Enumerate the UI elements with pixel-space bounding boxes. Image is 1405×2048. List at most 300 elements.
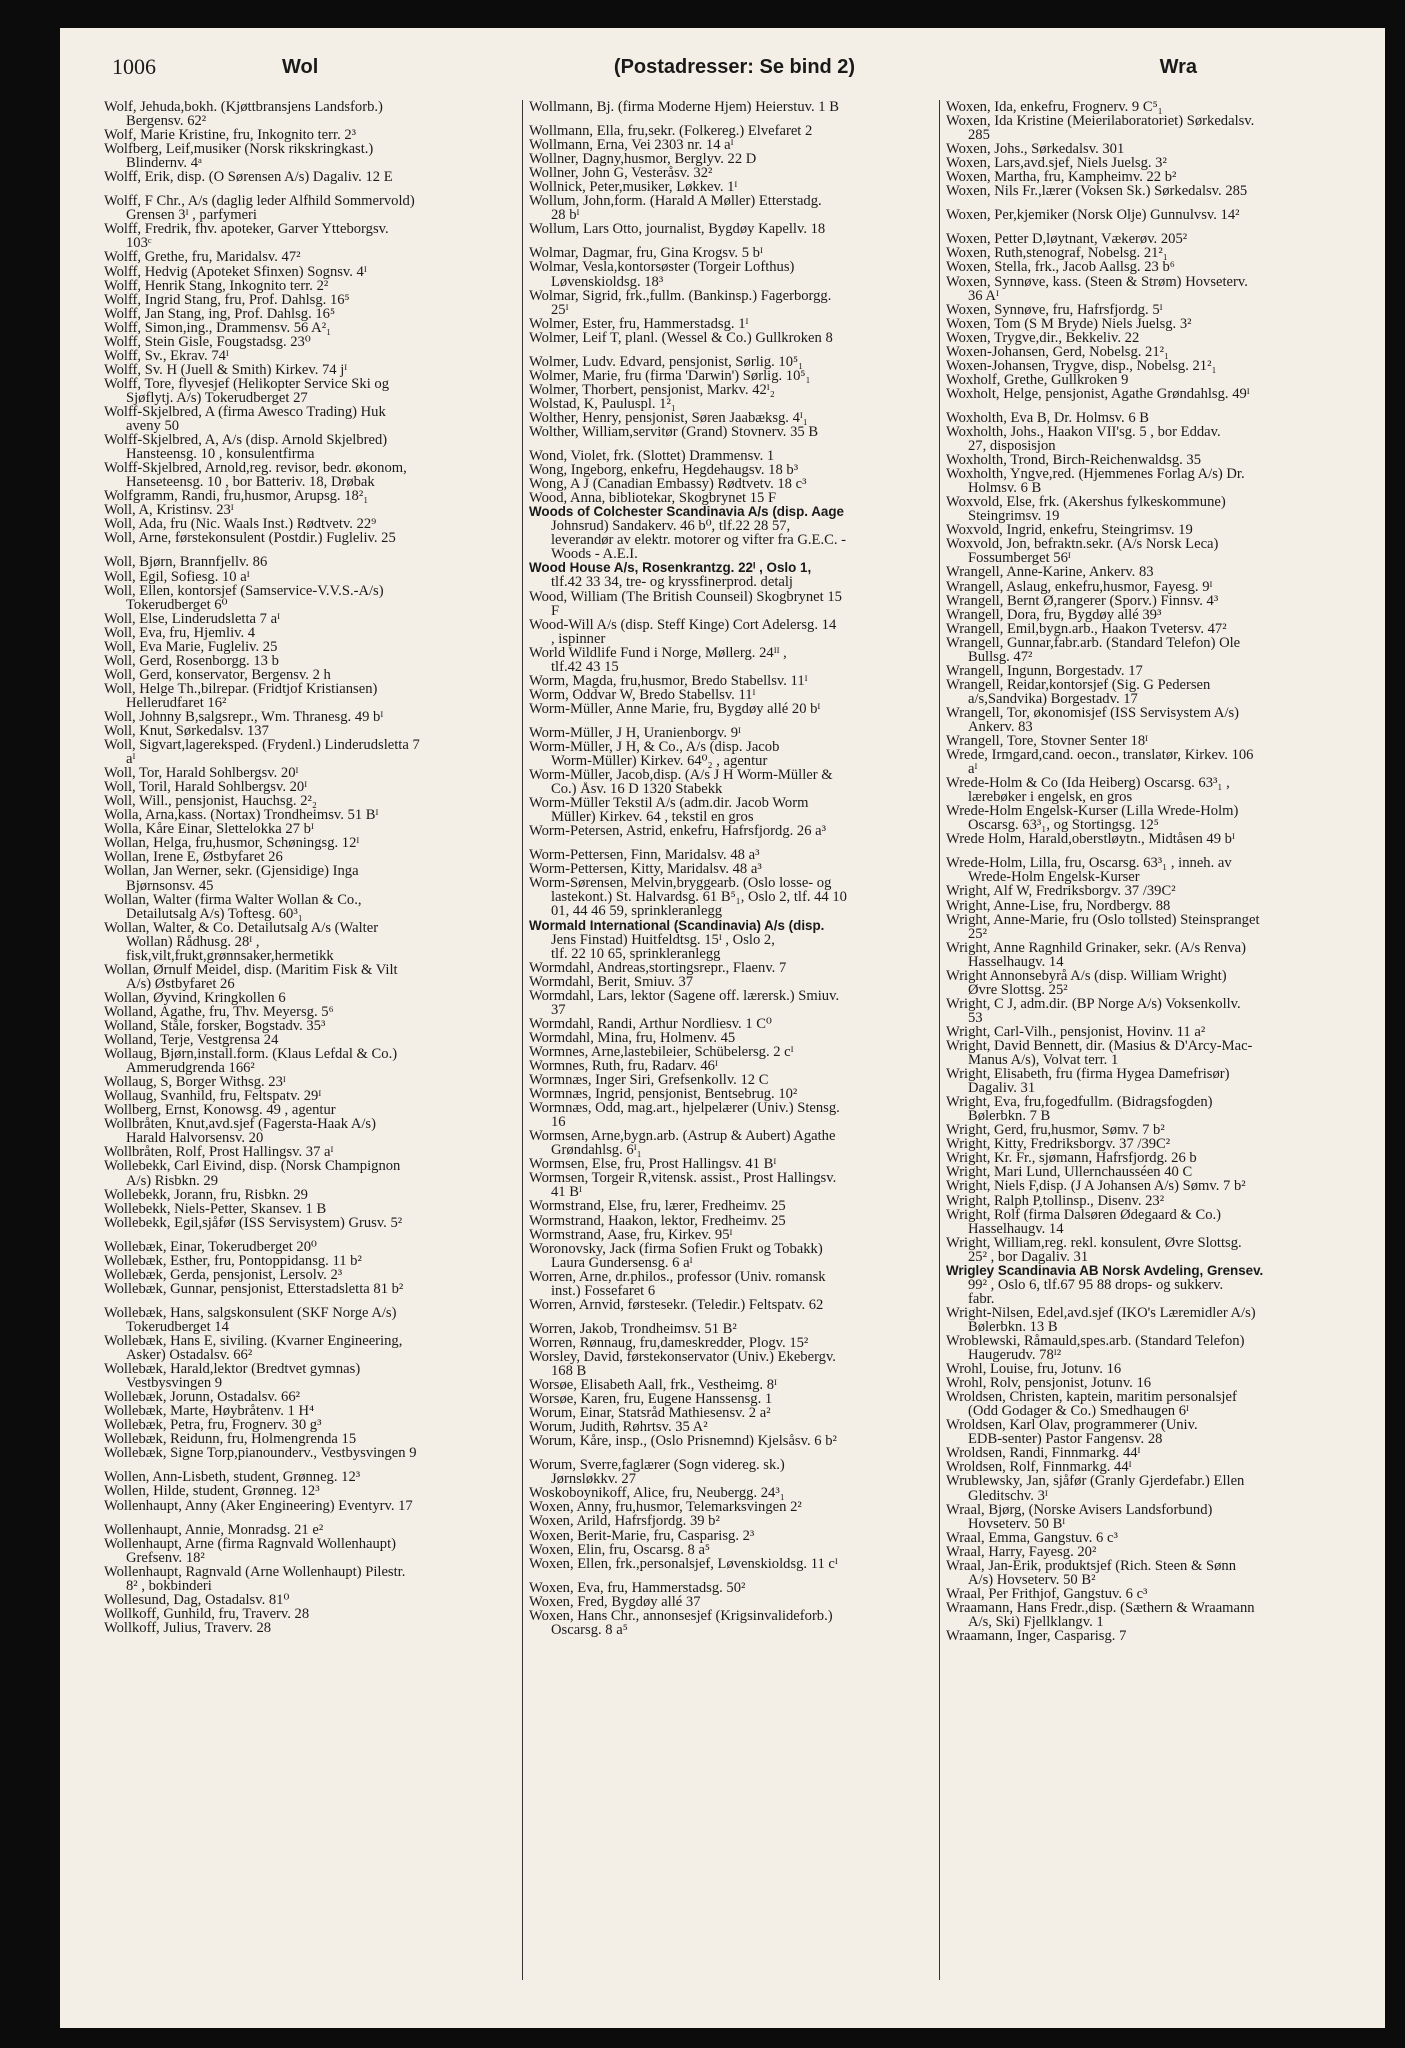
directory-entry: Wolff, Sv. H (Juell & Smith) Kirkev. 74 jᴵ [104,362,348,377]
directory-entry: Woods of Colchester Scandinavia A/s (disp. Aage [529,505,844,520]
directory-entry: Woxvold, Ingrid, enkefru, Steingrimsv. 19 [946,523,1193,538]
directory-entry: Worm-Pettersen, Finn, Maridalsv. 48 a³ [529,848,760,863]
directory-entry-continuation: F [551,603,560,618]
directory-entry: Woxen, Arild, Hafrsfjordg. 39 b² [529,1514,720,1529]
directory-entry-continuation: Detailutsalg A/s) Toftesg. 60³₁ [126,906,303,921]
directory-entry-continuation: Grøndahlsg. 6ᴵ₁ [551,1143,642,1158]
directory-entry: Wrangell, Tore, Stovner Senter 18ᴵ [946,734,1149,749]
directory-entry: Wood-Will A/s (disp. Steff Kinge) Cort Adelersg. 14 [529,617,837,632]
directory-entry-continuation: a/s,Sandvika) Borgestadv. 17 [968,691,1138,706]
directory-entry-continuation: Holmsv. 6 B [968,481,1042,496]
directory-entry-continuation: leverandør av elektr. motorer og vifter fra G.E.C. - [551,533,847,548]
directory-entry: Woxen-Johansen, Trygve, disp., Nobelsg. 21²₁ [946,358,1217,373]
directory-entry-continuation: 28 bᴵ [551,208,580,223]
directory-entry-continuation: 25² , bor Dagaliv. 31 [968,1249,1089,1264]
directory-entry-continuation: Wollan) Rådhusg. 28ᴵ , [126,934,260,949]
directory-entry: Wollenhaupt, Annie, Monradsg. 21 e² [104,1522,324,1537]
directory-entry: Worm, Magda, fru,husmor, Bredo Stabellsv. 11ᴵ [529,673,808,688]
directory-entry-continuation: Ammerudgrenda 166² [126,1061,255,1076]
directory-entry: Woxen, Hans Chr., annonsesjef (Krigsinvalideforb.) [529,1608,833,1623]
directory-entry: Wright, Anne-Marie, fru (Oslo tollsted) Steinspranget [946,912,1260,927]
directory-entry: Wolmar, Vesla,kontorsøster (Torgeir Lofthus) [529,260,795,275]
directory-entry: Wollebekk, Egil,sjåfør (ISS Servisystem) Grusv. 5² [104,1215,403,1230]
directory-entry: Worm-Müller, J H, & Co., A/s (disp. Jacob [529,739,780,755]
directory-entry: Wrede-Holm & Co (Ida Heiberg) Oscarsg. 63³₁ , [946,776,1230,791]
directory-entry: Woxen, Berit-Marie, fru, Casparisg. 2³ [529,1528,755,1543]
directory-entry: Wroldsen, Randi, Finnmarkg. 44ᴵ [946,1446,1141,1461]
directory-entry-continuation: Harald Halvorsensv. 20 [126,1131,264,1146]
directory-entry: Woll, Sigvart,lagereksped. (Frydenl.) Linderudsletta 7 [104,738,420,753]
directory-entry: Wood House A/s, Rosenkrantzg. 22ᴵ , Oslo 1, [529,561,812,576]
directory-entry: Woxen, Ida Kristine (Meierilaboratoriet) Sørkedalsv. [946,114,1255,129]
directory-entry: Woll, A, Kristinsv. 23ᴵ [104,503,234,518]
directory-entry: Wright, Elisabeth, fru (firma Hygea Damefrisør) [946,1067,1230,1082]
directory-entry: Wolff, Simon,ing., Drammensv. 56 A²₁ [104,320,332,335]
directory-entry-continuation: fabr. [968,1291,995,1306]
directory-entry: Wollaug, Svanhild, fru, Feltspatv. 29ᴵ [104,1089,322,1104]
directory-entry-continuation: 16 [551,1115,566,1130]
directory-entry: Wolf, Jehuda,bokh. (Kjøttbransjens Landsforb.) [104,100,383,115]
directory-entry-continuation: 27, disposisjon [968,439,1056,454]
directory-entry: Wright, Carl-Vilh., pensjonist, Hovinv. 11 a² [946,1024,1206,1039]
directory-entry-continuation: aveny 50 [126,419,180,434]
directory-entry-continuation: Manus A/s), Volvat terr. 1 [968,1053,1119,1068]
directory-entry: Wollaug, Bjørn,install.form. (Klaus Lefdal & Co.) [104,1047,398,1062]
entry-gap [529,838,935,848]
directory-entry: Woxholth, Eva B, Dr. Holmsv. 6 B [946,410,1150,425]
directory-entry: Wond, Violet, frk. (Slottet) Drammensv. 1 [529,449,775,464]
directory-entry: Worum, Kåre, insp., (Oslo Prisnemnd) Kjelsåsv. 6 b² [529,1434,837,1449]
directory-entry: Wolff, F Chr., A/s (daglig leder Alfhild Sommervold) [104,194,415,209]
directory-entry: Wrohl, Louise, fru, Jotunv. 16 [946,1362,1122,1377]
directory-entry-continuation: Bullsg. 47² [968,649,1033,664]
directory-entry: Wrangell, Ingunn, Borgestadv. 17 [946,663,1143,678]
directory-entry: Woll, Gerd, Rosenborgg. 13 b [104,653,279,668]
directory-column-2 [522,100,940,1980]
directory-entry: Wolfberg, Leif,musiker (Norsk rikskringkast.) [104,142,374,157]
directory-entry-continuation: 53 [968,1010,983,1025]
directory-entry: Woll, Ada, fru (Nic. Waals Inst.) Rødtvetv. 22⁹ [104,517,377,532]
directory-entry-continuation: A/s) Hovseterv. 50 B² [968,1572,1096,1587]
directory-entry-continuation: Øvre Slottsg. 25² [968,982,1068,997]
guide-word-right: Wra [1159,56,1197,78]
entry-gap [946,198,1366,208]
directory-entry: Wolff, Erik, disp. (O Sørensen A/s) Dagaliv. 12 E [104,170,393,185]
directory-entry: Wolff-Skjelbred, A, A/s (disp. Arnold Skjelbred) [104,433,388,448]
directory-entry: Woll, Arne, førstekonsulent (Postdir.) Fugleliv. 25 [104,531,396,546]
directory-entry-continuation: 8² , bokbinderi [126,1578,212,1593]
directory-entry-continuation: Laura Gundersensg. 6 aᴵ [551,1255,693,1270]
directory-entry: Worum, Einar, Statsråd Mathiesensv. 2 a² [529,1406,771,1421]
directory-entry-continuation: Hasselhaugv. 14 [968,1221,1064,1236]
directory-entry-continuation: Vestbysvingen 9 [126,1376,223,1391]
directory-entry: Wollan, Ørnulf Meidel, disp. (Maritim Fisk & Vilt [104,962,398,977]
directory-entry: Wolstad, K, Pauluspl. 1²₁ [529,396,676,411]
directory-entry: Woxen, Ida, enkefru, Frognerv. 9 C⁵₁ [946,100,1163,115]
directory-entry: Wollan, Walter, & Co. Detailutsalg A/s (Walter [104,920,379,935]
directory-entry-continuation: Steingrimsv. 19 [968,509,1060,524]
directory-entry: Wroldsen, Karl Olav, programmerer (Univ. [946,1418,1198,1433]
directory-entry: Wollbråten, Rolf, Prost Hallingsv. 37 aᴵ [104,1145,334,1160]
directory-entry: Wright, Kitty, Fredriksborgv. 37 /39C² [946,1137,1171,1152]
directory-entry: Worsøe, Karen, fru, Eugene Hanssensg. 1 [529,1392,773,1407]
directory-entry: Wormdahl, Randi, Arthur Nordliesv. 1 C⁰ [529,1016,772,1031]
directory-entry: Woxen, Anny, fru,husmor, Telemarksvingen 2² [529,1500,802,1515]
directory-entry-continuation: 01, 44 46 59, sprinkleranlegg [551,904,723,919]
directory-entry: Wormnæs, Odd, mag.art., hjelpelærer (Univ.) Stensg. [529,1101,840,1116]
directory-entry-continuation: Bølerbkn. 13 B [968,1319,1058,1334]
directory-entry-continuation: 41 Bᴵ [551,1185,582,1200]
directory-entry-continuation: Tokerudberget 6⁰ [126,597,228,612]
directory-entry: Wollebæk, Gerda, pensjonist, Lersolv. 2³ [104,1267,343,1282]
directory-entry: Woll, Tor, Harald Sohlbergsv. 20ᴵ [104,766,299,781]
directory-entry: Wright-Nilsen, Edel,avd.sjef (IKO's Læremidler A/s) [946,1305,1256,1320]
entry-gap [529,716,935,726]
directory-entry: Wollan, Helga, fru,husmor, Schøningsg. 12ᴵ [104,836,360,851]
entry-gap [104,1513,516,1523]
directory-entry: Wollebæk, Signe Torp,pianounderv., Vestbysvingen 9 [104,1446,417,1461]
directory-entry: Wolmer, Marie, fru (firma 'Darwin') Sørlig. 10⁵₁ [529,368,811,383]
directory-entry: Wormdahl, Andreas,stortingsrepr., Flaenv. 7 [529,960,787,975]
directory-column-3 [946,100,1366,1980]
directory-column-1 [104,100,516,1980]
directory-entry: Wolland, Ståle, forsker, Bogstadv. 35³ [104,1019,326,1034]
directory-entry-continuation: Oscarsg. 63³₁, og Stortingsg. 12⁵ [968,818,1159,833]
directory-entry: Wolff-Skjelbred, A (firma Awesco Trading) Huk [104,404,386,420]
directory-entry-continuation: Hansteensg. 10 , konsulentfirma [126,447,315,462]
directory-entry: Wollan, Øyvind, Kringkollen 6 [104,990,286,1005]
directory-entry-continuation: Bjørnsonsv. 45 [126,878,214,893]
directory-entry: Wolmer, Thorbert, pensjonist, Markv. 42ᴵ₂ [529,382,775,397]
directory-entry-continuation: (Odd Godager & Co.) Smedhaugen 6ᴵ [968,1404,1189,1419]
directory-entry-continuation: aᴵ [968,762,978,777]
directory-entry: Wrangell, Anne-Karine, Ankerv. 83 [946,565,1154,580]
directory-entry: Wormald International (Scandinavia) A/s (disp. [529,918,825,933]
directory-entry: Woxen, Tom (S M Bryde) Niels Juelsg. 3² [946,316,1192,331]
directory-entry: Wolf, Marie Kristine, fru, Inkognito terr. 2³ [104,128,357,143]
directory-entry: Wolff, Henrik Stang, Inkognito terr. 2² [104,278,329,293]
directory-entry-continuation: lærebøker i engelsk, en gros [968,790,1133,805]
directory-entry: Wraamann, Hans Fredr.,disp. (Sæthern & Wraamann [946,1600,1255,1615]
directory-entry: Wollenhaupt, Anny (Aker Engineering) Eventyrv. 17 [104,1498,413,1513]
directory-entry: Wollkoff, Gunhild, fru, Traverv. 28 [104,1606,310,1621]
directory-entry: Worsøe, Elisabeth Aall, frk., Vestheimg. 8ᴵ [529,1378,777,1393]
entry-gap [946,846,1366,856]
directory-entry: Wormdahl, Lars, lektor (Sagene off. lærersk.) Smiuv. [529,988,840,1003]
directory-entry-continuation: tlf.42 43 15 [551,659,619,674]
directory-entry-continuation: Gleditschv. 3ᴵ [968,1488,1048,1503]
directory-entry: Wormnæs, Ingrid, pensjonist, Bentsebrug. 10² [529,1087,798,1102]
page-header [112,50,1357,90]
directory-entry: Woxholt, Helge, pensjonist, Agathe Grøndahlsg. 49ᴵ [946,386,1250,401]
directory-entry: Wollum, Lars Otto, journalist, Bygdøy Kapellv. 18 [529,222,826,237]
directory-entry: Wraamann, Inger, Casparisg. 7 [946,1628,1127,1644]
directory-entry: Woxholth, Johs., Haakon VII'sg. 5 , bor Eddav. [946,424,1221,440]
directory-entry-continuation: 25² [968,926,987,941]
directory-entry: Wright, Ralph P,tollinsp., Disenv. 23² [946,1193,1165,1208]
directory-entry-continuation: inst.) Fossefaret 6 [551,1283,656,1298]
directory-entry: Woxen, Synnøve, kass. (Steen & Strøm) Hovseterv. [946,274,1248,289]
directory-entry: Woxvold, Jon, befraktn.sekr. (A/s Norsk Leca) [946,537,1219,552]
directory-entry-continuation: Blindernv. 4ᵃ [126,156,203,171]
directory-entry: Wormdahl, Berit, Smiuv. 37 [529,974,694,989]
directory-entry-continuation: lastekont.) St. Halvardsg. 61 B⁵₁, Oslo 2, tlf. 44 10 [551,890,847,905]
entry-gap [529,345,935,355]
directory-entry: Woxen, Johs., Sørkedalsv. 301 [946,142,1125,157]
directory-entry: Wollenhaupt, Arne (firma Ragnvald Wollenhaupt) [104,1536,397,1551]
directory-entry-continuation: Woods - A.E.I. [551,547,638,562]
directory-entry: Wollebæk, Einar, Tokerudberget 20⁰ [104,1239,317,1254]
directory-entry: Wollkoff, Julius, Traverv. 28 [104,1620,272,1635]
directory-entry-continuation: 37 [551,1002,566,1017]
directory-entry: Wollebæk, Reidunn, fru, Holmengrenda 15 [104,1432,357,1447]
directory-entry-continuation: Bølerbkn. 7 B [968,1109,1051,1124]
directory-entry: Wollen, Hilde, student, Grønneg. 12³ [104,1484,320,1499]
directory-entry-continuation: Johnsrud) Sandakerv. 46 b⁰, tlf.22 28 57, [551,519,791,534]
directory-entry: Wormsen, Else, fru, Prost Hallingsv. 41 Bᴵ [529,1157,777,1172]
directory-entry: Wollebæk, Marte, Høybråtenv. 1 H⁴ [104,1404,315,1419]
directory-entry: Wormdahl, Mina, fru, Holmenv. 45 [529,1030,736,1045]
directory-entry: Woll, Egil, Sofiesg. 10 aᴵ [104,569,250,584]
directory-entry: Wright, Rolf (firma Dalsøren Ødegaard & Co.) [946,1207,1221,1222]
directory-entry: Wollbråten, Knut,avd.sjef (Fagersta-Haak A/s) [104,1117,376,1132]
directory-entry: Woxholf, Grethe, Gullkroken 9 [946,372,1129,387]
directory-entry: Wollner, Dagny,husmor, Berglyv. 22 D [529,152,757,167]
directory-entry-continuation: Ankerv. 83 [968,719,1033,735]
directory-entry: Wolff, Sv., Ekrav. 74ᴵ [104,348,229,363]
directory-entry: Wolff, Grethe, fru, Maridalsv. 47² [104,250,301,265]
directory-entry: Wollmann, Ella, fru,sekr. (Folkereg.) Elvefaret 2 [529,124,813,139]
directory-entry: Woxen, Stella, frk., Jacob Aallsg. 23 b⁶ [946,260,1175,275]
directory-entry: Wright, Eva, fru,fogedfullm. (Bidragsfogden) [946,1095,1213,1110]
directory-entry: Wollebæk, Hans E, siviling. (Kvarner Engineering, [104,1333,403,1349]
directory-entry: Wollmann, Bj. (firma Moderne Hjem) Heierstuv. 1 B [529,100,839,115]
directory-entry-continuation: 99² , Oslo 6, tlf.67 95 88 drops- og sukkerv. [968,1277,1224,1292]
directory-entry: Worum, Judith, Røhrtsv. 35 A² [529,1420,708,1435]
directory-entry: Wraal, Per Frithjof, Gangstuv. 6 c³ [946,1586,1148,1601]
directory-entry: Wraal, Bjørg, (Norske Avisers Landsforbund) [946,1502,1213,1517]
directory-entry: Wormnes, Ruth, fru, Radarv. 46ᴵ [529,1059,718,1074]
directory-entry: Wrede-Holm Engelsk-Kurser (Lilla Wrede-Holm) [946,804,1239,819]
entry-gap [529,236,935,246]
entry-gap [529,114,935,124]
directory-entry: Wollebæk, Hans, salgskonsulent (SKF Norge A/s) [104,1305,397,1320]
directory-entry: Wolmar, Dagmar, fru, Gina Krogsv. 5 bᴵ [529,246,763,261]
entry-gap [529,1312,935,1322]
postal-address-note: (Postadresser: Se bind 2) [613,56,856,78]
directory-entry-continuation: Asker) Ostadalsv. 66² [126,1348,253,1363]
directory-entry: Woxvold, Else, frk. (Akershus fylkeskommune) [946,495,1226,510]
directory-entry: Woxen, Lars,avd.sjef, Niels Juelsg. 3² [946,156,1167,171]
directory-entry: Wright, William,reg. rekl. konsulent, Øvre Slottsg. [946,1235,1242,1250]
directory-entry: Wroldsen, Rolf, Finnmarkg. 44ᴵ [946,1460,1132,1475]
directory-entry: Wright, Niels F,disp. (J A Johansen A/s) Sømv. 7 b² [946,1179,1246,1194]
directory-entry: Wrangell, Gunnar,fabr.arb. (Standard Telefon) Ole [946,635,1241,650]
directory-entry-continuation: Bergensv. 62² [126,114,207,129]
directory-entry: Woll, Johnny B,salgsrepr., Wm. Thranesg. 49 bᴵ [104,709,384,725]
directory-entry: Wolla, Arna,kass. (Nortax) Trondheimsv. 51 Bᴵ [104,808,379,823]
directory-entry: Wrohl, Rolv, pensjonist, Jotunv. 16 [946,1376,1152,1391]
directory-entry: Woxholth, Yngve,red. (Hjemmenes Forlag A/s) Dr. [946,467,1245,482]
directory-entry-continuation: Haugerudv. 78ᴵ² [968,1348,1062,1363]
directory-entry: Wollebæk, Petra, fru, Frognerv. 30 g³ [104,1418,322,1433]
directory-entry: Woskoboynikoff, Alice, fru, Neubergg. 24³₁ [529,1486,785,1501]
entry-gap [104,184,516,194]
directory-entry-continuation: A/s) Risbkn. 29 [126,1173,219,1188]
entry-gap [104,1296,516,1306]
directory-entry: Woll, Toril, Harald Sohlbergsv. 20ᴵ [104,780,308,795]
directory-entry: Wolther, William,servitør (Grand) Stovnerv. 35 B [529,424,819,440]
directory-entry: Wormnæs, Inger Siri, Grefsenkollv. 12 C [529,1073,769,1088]
directory-entry: Wolla, Kåre Einar, Slettelokka 27 bᴵ [104,822,314,837]
directory-entry: Wormnes, Arne,lastebileier, Schübelersg. 2 cᴵ [529,1044,794,1059]
directory-entry: Wrede, Irmgard,cand. oecon., translatør, Kirkev. 106 [946,748,1254,763]
directory-entry: Woronovsky, Jack (firma Sofien Frukt og Tobakk) [529,1241,823,1256]
directory-entry: Wollebekk, Niels-Petter, Skansev. 1 B [104,1201,327,1216]
directory-entry: Wolfgramm, Randi, fru,husmor, Arupsg. 18²₁ [104,489,369,504]
directory-entry: Wollan, Jan Werner, sekr. (Gjensidige) Inga [104,864,359,879]
directory-entry: Wright, Anne-Lise, fru, Nordbergv. 88 [946,898,1171,913]
directory-entry: Wollebæk, Jorunn, Ostadalsv. 66² [104,1390,301,1405]
directory-entry: World Wildlife Fund i Norge, Møllerg. 24ᴵᴵ , [529,645,787,660]
directory-entry: Worren, Arne, dr.philos., professor (Univ. romansk [529,1269,826,1284]
directory-entry: Wormsen, Arne,bygn.arb. (Astrup & Aubert) Agathe [529,1129,836,1144]
directory-entry: Wollebæk, Esther, fru, Pontoppidansg. 11 b² [104,1253,362,1268]
directory-entry: Wood, Anna, bibliotekar, Skogbrynet 15 F [529,491,777,506]
directory-entry: Worm-Müller, Jacob,disp. (A/s J H Worm-Müller & [529,768,833,783]
directory-entry: Worsley, David, førstekonservator (Univ.) Ekebergv. [529,1349,836,1364]
directory-entry: Wong, A J (Canadian Embassy) Rødtvetv. 18 c³ [529,477,807,492]
directory-entry: Wolmer, Ester, fru, Hammerstadsg. 1ᴵ [529,316,749,331]
directory-entry: Woll, Helge Th.,bilrepar. (Fridtjof Kristiansen) [104,681,378,696]
directory-entry: Wormstrand, Aase, fru, Kirkev. 95ᴵ [529,1227,733,1242]
directory-entry: Wolff, Hedvig (Apoteket Sfinxen) Sognsv. 4ᴵ [104,264,367,279]
directory-entry: Wraal, Harry, Fayesg. 20² [946,1544,1097,1559]
directory-entry: Wright, David Bennett, dir. (Masius & D'Arcy-Mac- [946,1039,1253,1054]
directory-entry: Wroblewski, Råmauld,spes.arb. (Standard Telefon) [946,1333,1245,1349]
directory-entry: Wollberg, Ernst, Konowsg. 49 , agentur [104,1103,336,1118]
directory-entry: Wrublewsky, Jan, sjåfør (Granly Gjerdefabr.) Ellen [946,1474,1245,1489]
directory-entry: Wolmer, Leif T, planl. (Wessel & Co.) Gullkroken 8 [529,330,833,345]
directory-entry: Wrangell, Emil,bygn.arb., Haakon Tvetersv. 47² [946,621,1227,636]
directory-entry-continuation: Oscarsg. 8 a⁵ [551,1622,628,1637]
directory-entry: Wolmar, Sigrid, frk.,fullm. (Bankinsp.) Fagerborgg. [529,288,832,303]
directory-entry: Woxen, Ruth,stenograf, Nobelsg. 21²₁ [946,246,1168,261]
directory-entry-continuation: Jørnsløkkv. 27 [551,1472,636,1487]
directory-entry-continuation: EDB-senter) Pastor Fangensv. 28 [968,1432,1163,1447]
directory-entry: Wolland, Terje, Vestgrensa 24 [104,1033,279,1048]
directory-entry: Wrigley Scandinavia AB Norsk Avdeling, Grensev. [946,1263,1264,1278]
directory-entry-continuation: Wrede-Holm Engelsk-Kurser [968,870,1140,885]
directory-entry: Wollebekk, Jorann, fru, Risbkn. 29 [104,1187,308,1202]
directory-entry-continuation: 168 B [551,1363,587,1379]
directory-entry: Wolff, Tore, flyvesjef (Helikopter Service Ski og [104,376,390,391]
entry-gap [104,1230,516,1240]
directory-entry: Wolmer, Ludv. Edvard, pensjonist, Sørlig. 10⁵₁ [529,354,804,369]
page-number: 1006 [112,54,156,79]
directory-entry: Worren, Arnvid, førstesekr. (Teledir.) Feltspatv. 62 [529,1297,824,1312]
directory-entry: Woll, Bjørn, Brannfjellv. 86 [104,555,268,570]
entry-gap [104,1460,516,1470]
directory-entry: Wroldsen, Christen, kaptein, maritim personalsjef [946,1390,1237,1405]
directory-entry: Wong, Ingeborg, enkefru, Hegdehaugsv. 18 b³ [529,463,799,478]
entry-gap [104,545,516,555]
directory-entry: Wollan, Walter (firma Walter Wollan & Co., [104,892,362,907]
directory-entry: Wormstrand, Haakon, lektor, Fredheimv. 25 [529,1213,786,1228]
directory-entry: Woll, Eva, fru, Hjemliv. 4 [104,625,256,640]
directory-entry: Worren, Jakob, Trondheimsv. 51 B² [529,1321,737,1336]
guide-word-left: Wol [282,56,319,78]
directory-entry-continuation: A/s, Ski) Fjellklangv. 1 [968,1614,1104,1629]
entry-gap [946,222,1366,232]
directory-entry: Woxholth, Trond, Birch-Reichenwaldsg. 35 [946,453,1202,468]
directory-entry: Wollenhaupt, Ragnvald (Arne Wollenhaupt) Pilestr. [104,1564,406,1579]
directory-entry: Wolff, Stein Gisle, Fougstadsg. 23⁰ [104,334,311,349]
directory-entry: Worum, Sverre,faglærer (Sogn videreg. sk.) [529,1458,785,1473]
directory-entry: Woxen, Eva, fru, Hammerstadsg. 50² [529,1580,746,1595]
directory-entry-continuation: fisk,vilt,frukt,grønnsaker,hermetikk [126,948,334,963]
entry-gap [529,1448,935,1458]
directory-entry-continuation: Jens Finstad) Huitfeldtsg. 15ᴵ , Oslo 2, [551,932,775,947]
directory-entry: Worm-Müller, J H, Uranienborgv. 9ᴵ [529,725,741,740]
directory-entry: Woll, Eva Marie, Fugleliv. 25 [104,639,278,654]
directory-entry-continuation: Co.) Åsv. 16 D 1320 Stabekk [551,782,723,797]
directory-entry: Wollner, John G, Vesteråsv. 32² [529,166,713,181]
directory-entry: Worm-Sørensen, Melvin,bryggearb. (Oslo losse- og [529,876,832,891]
directory-entry: Woll, Will., pensjonist, Hauchsg. 2²₂ [104,794,317,809]
directory-entry: Woll, Knut, Sørkedalsv. 137 [104,724,269,739]
directory-entry-continuation: aᴵ [126,752,136,767]
directory-entry-continuation: Worm-Müller) Kirkev. 64⁰₂ , agentur [551,754,768,769]
directory-entry: Wright, Alf W, Fredriksborgv. 37 /39C² [946,884,1176,899]
directory-entry: Woxen, Nils Fr.,lærer (Voksen Sk.) Sørkedalsv. 285 [946,184,1248,199]
directory-entry: Wolther, Henry, pensjonist, Søren Jaabæksg. 4ᴵ₁ [529,410,808,425]
directory-entry-continuation: Fossumberget 56ᴵ [968,551,1071,566]
directory-entry: Wormstrand, Else, fru, lærer, Fredheimv. 25 [529,1199,786,1214]
directory-entry: Wright, Anne Ragnhild Grinaker, sekr. (A/s Renva) [946,940,1246,955]
directory-entry-continuation: tlf.42 33 34, tre- og kryssfinerprod. detalj [551,575,793,590]
directory-entry: Wrangell, Reidar,kontorsjef (Sig. G Pedersen [946,677,1211,692]
directory-entry: Wright, Kr. Fr., sjømann, Hafrsfjordg. 26 b [946,1151,1197,1166]
directory-entry-continuation: Grensen 3ᴵ , parfymeri [126,208,257,223]
directory-entry-continuation: 103ᶜ [126,236,152,251]
directory-entry: Wright, Mari Lund, Ullernchausséen 40 C [946,1165,1193,1180]
directory-entry: Wright Annonsebyrå A/s (disp. William Wright) [946,968,1227,983]
directory-entry-continuation: Hellerudfaret 16² [126,695,227,710]
directory-entry-continuation: Tokerudberget 14 [126,1319,229,1334]
directory-entry: Worm-Petersen, Astrid, enkefru, Hafrsfjordg. 26 a³ [529,824,827,839]
directory-entry-continuation: A/s) Østbyfaret 26 [126,976,235,991]
directory-entry-continuation: Müller) Kirkev. 64 , tekstil en gros [551,810,754,825]
directory-entry: Wrangell, Tor, økonomisjef (ISS Servisystem A/s) [946,705,1240,720]
directory-entry: Wrede-Holm, Lilla, fru, Oscarsg. 63³₁ , inneh. av [946,856,1232,871]
directory-entry: Woxen, Ellen, frk.,personalsjef, Løvenskioldsg. 11 cᴵ [529,1556,838,1571]
directory-entry-continuation: Løvenskioldsg. 18³ [551,274,664,289]
directory-entry: Wollebekk, Carl Eivind, disp. (Norsk Champignon [104,1159,401,1174]
directory-entry-continuation: Grefsenv. 18² [126,1550,205,1565]
directory-entry: Woxen, Synnøve, fru, Hafrsfjordg. 5ᴵ [946,302,1163,317]
directory-entry: Wright, C J, adm.dir. (BP Norge A/s) Voksenkollv. [946,996,1241,1011]
directory-entry: Worm, Oddvar W, Bredo Stabellsv. 11ᴵ [529,687,756,702]
directory-entry: Wraal, Emma, Gangstuv. 6 c³ [946,1530,1118,1545]
directory-entry: Wood, William (The British Counseil) Skogbrynet 15 [529,589,842,604]
directory-entry: Wollebæk, Gunnar, pensjonist, Etterstadsletta 81 b² [104,1281,404,1296]
directory-entry: Wraal, Jan-Erik, produktsjef (Rich. Steen & Sønn [946,1558,1237,1573]
directory-entry: Worm-Müller, Anne Marie, fru, Bygdøy allé 20 bᴵ [529,701,821,716]
directory-entry-continuation: tlf. 22 10 65, sprinkleranlegg [551,946,721,961]
entry-gap [529,439,935,449]
directory-entry: Woxen, Trygve,dir., Bekkeliv. 22 [946,330,1140,345]
